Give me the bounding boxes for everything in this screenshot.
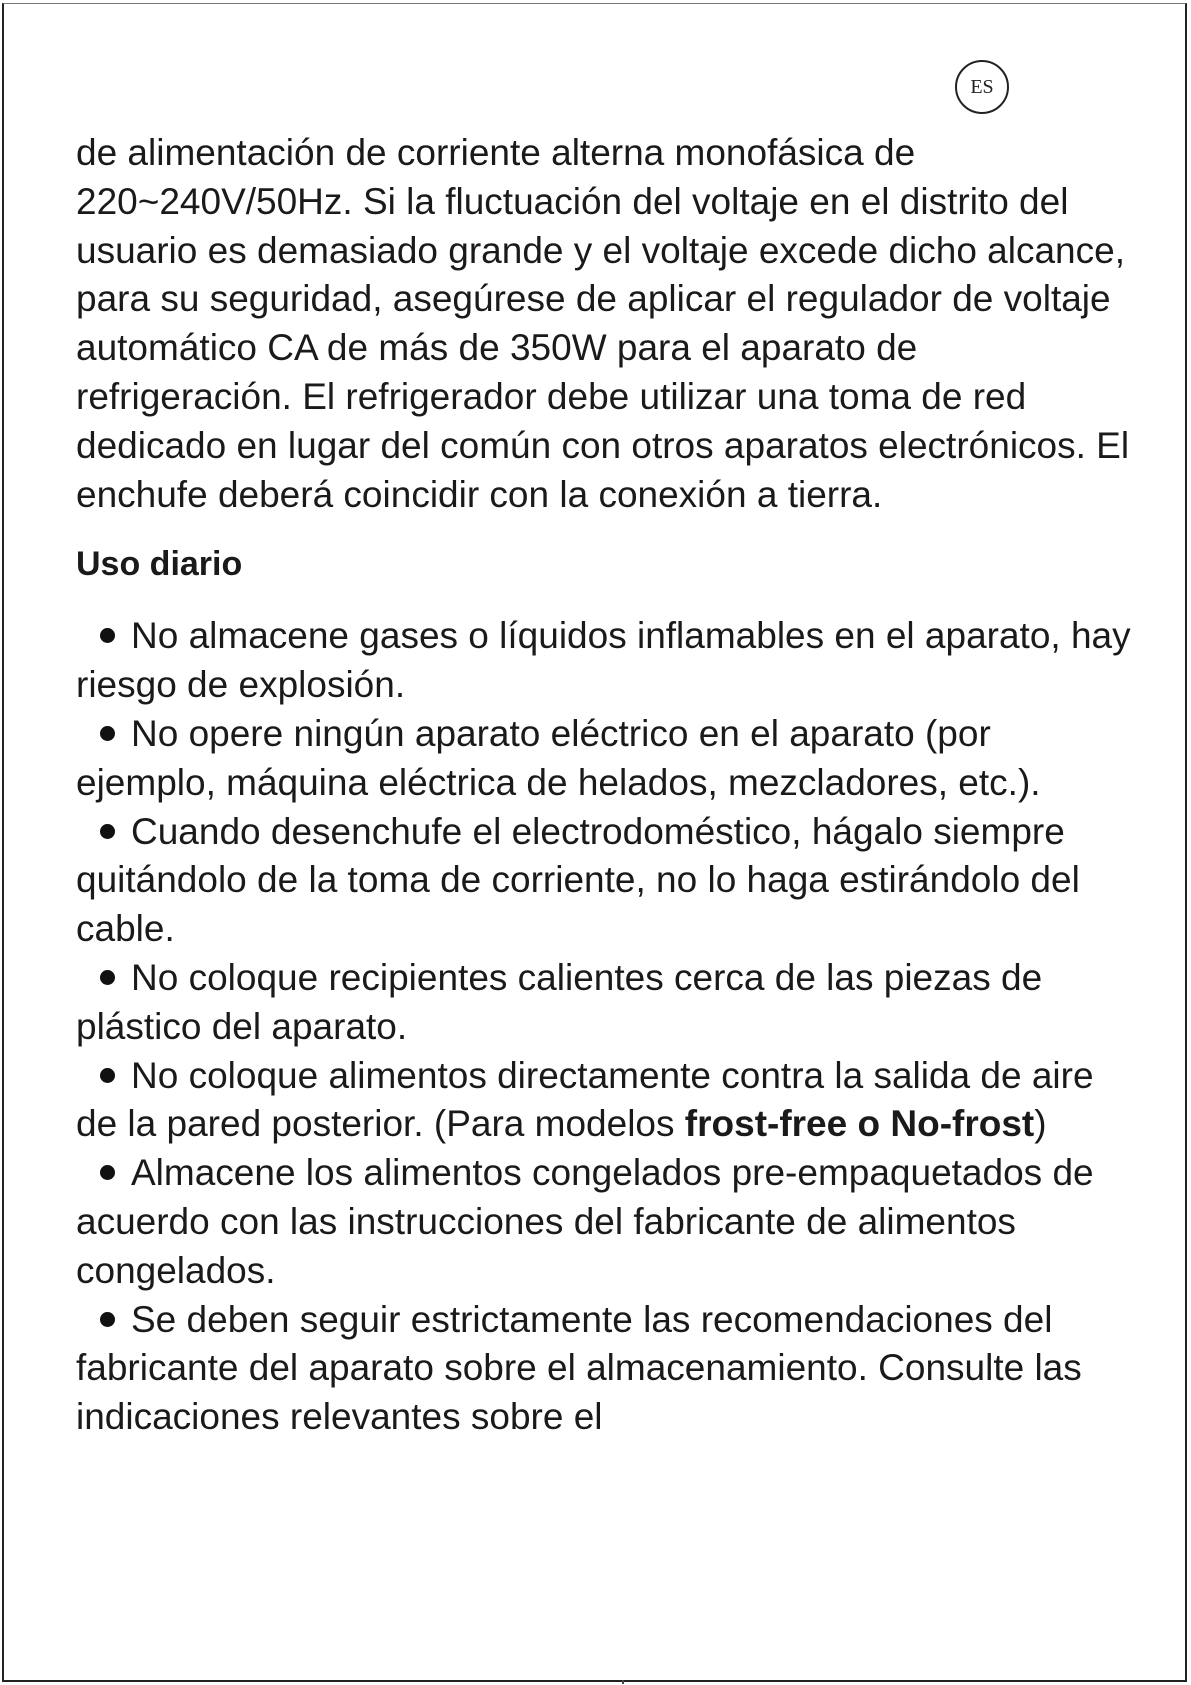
bullet-icon <box>100 726 115 741</box>
bullet-item <box>76 1052 1136 1150</box>
bullet-icon <box>100 1068 115 1083</box>
bullet-text: Se deben seguir estrictamente las recomendaciones del fabricante del aparato sobre el almacenamiento. Consulte las indicaciones relevantes sobre el <box>76 1298 1082 1438</box>
section-heading: Uso diario <box>76 545 243 584</box>
bullet-item <box>76 710 1136 808</box>
bullet-icon <box>100 628 115 643</box>
intro-paragraph: de alimentación de corriente alterna monofásica de 220~240V/50Hz. Si la fluctuación del voltaje en el distrito del usuario es demasiado grande y el voltaje excede dicho alcance, para su seguridad, asegúrese de aplicar el regulador de voltaje automático CA de más de 350W para el aparato de refrigeración. El refrigerador debe utilizar una toma de red dedicado en lugar del común con otros aparatos electrónicos. El enchufe deberá coincidir con la conexión a tierra. <box>76 132 1130 515</box>
bullet-item <box>76 1149 1136 1295</box>
bullet-text: No opere ningún aparato eléctrico en el aparato (por ejemplo, máquina eléctrica de helados, mezcladores, etc.). <box>76 712 1041 803</box>
bullet-item <box>76 808 1136 954</box>
bullet-text: Almacene los alimentos congelados pre-empaquetados de acuerdo con las instrucciones del fabricante de alimentos congelados. <box>76 1152 1094 1291</box>
bullet-bold-text: frost-free o No-frost <box>684 1103 1035 1145</box>
bullet-item <box>76 612 1136 710</box>
bullet-item <box>76 1296 1136 1442</box>
bullet-icon <box>100 1312 115 1327</box>
bullet-icon <box>100 970 115 985</box>
bullet-item <box>76 954 1136 1052</box>
language-badge: ES <box>955 60 1009 114</box>
bullet-text: No coloque recipientes calientes cerca de las piezas de plástico del aparato. <box>76 956 1043 1047</box>
bullet-text: No almacene gases o líquidos inflamables en el aparato, hay riesgo de explosión. <box>76 615 1131 706</box>
bullet-text-end: ) <box>1034 1103 1047 1145</box>
bullet-text: Cuando desenchufe el electrodoméstico, hágalo siempre quitándolo de la toma de corriente, no lo haga estirándolo del cable. <box>76 810 1080 950</box>
bullet-icon <box>100 824 115 839</box>
bullet-text: No coloque alimentos directamente contra la salida de aire de la pared posterior. (Para modelos <box>76 1054 1094 1145</box>
bottom-edge-mark <box>622 1680 624 1684</box>
bullet-icon <box>100 1165 115 1180</box>
page-content <box>76 129 1136 1442</box>
